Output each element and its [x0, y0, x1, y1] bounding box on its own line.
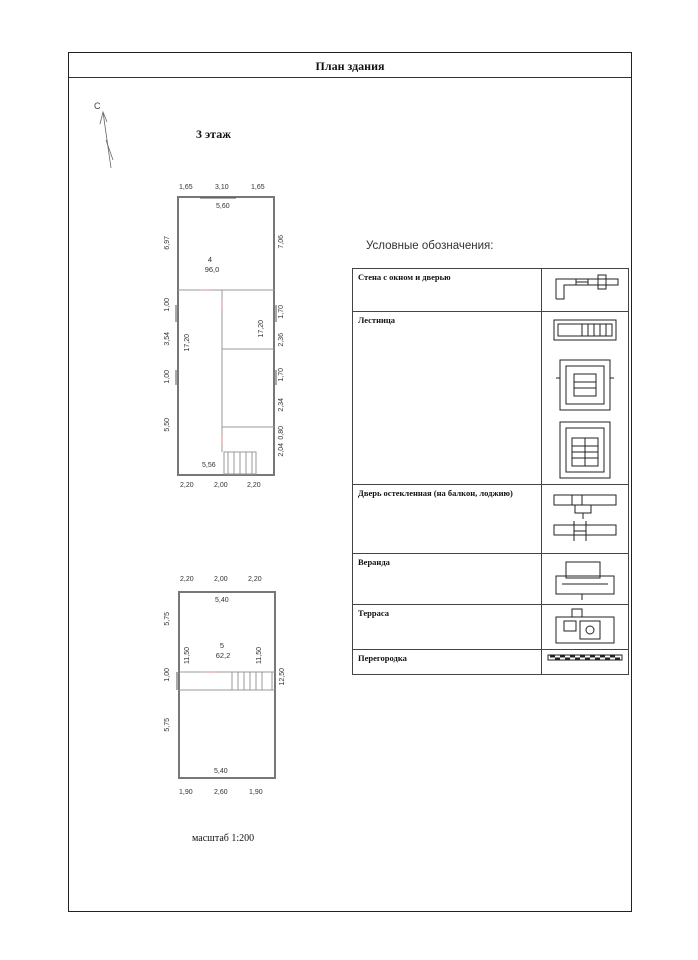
plan-top-dim-right-2: 1,70: [278, 305, 285, 319]
plan-top-room-number: 4: [207, 255, 213, 264]
legend-label: Стена с окном и дверью: [353, 269, 542, 312]
plan-top-dim-left-1: 6,97: [164, 236, 171, 250]
floor-title: 3 этаж: [196, 127, 231, 141]
glazed-door-icon: [542, 485, 629, 554]
plan-bottom-dim-top-2: 2,00: [214, 576, 228, 583]
plan-top-dim-top-3: 1,65: [251, 184, 265, 191]
plan-bottom-dim-right: 12,50: [279, 668, 286, 686]
plan-bottom-inner-top: 5,40: [215, 597, 229, 604]
plan-top-dim-right-6: 0,80: [278, 426, 285, 440]
plan-top-dim-right-3: 2,36: [278, 333, 285, 347]
plan-bottom-dim-left-1: 5,75: [164, 612, 171, 626]
plan-top-dim-right-1: 7,06: [278, 235, 285, 249]
plan-bottom-room-area: 62,2: [215, 651, 231, 660]
legend-label: Веранда: [353, 554, 542, 605]
plan-top-dim-right-4: 1,70: [278, 368, 285, 382]
veranda-icon: [542, 554, 629, 605]
plan-top-dim-bottom-3: 2,20: [247, 482, 261, 489]
plan-top-dim-right-5: 2,34: [278, 398, 285, 412]
legend-label: Дверь остекленная (на балкон, лоджию): [353, 485, 542, 554]
legend-label: Перегородка: [353, 650, 542, 675]
plan-top-dim-bottom-1: 2,20: [180, 482, 194, 489]
plan-bottom-dim-left-2: 1,00: [164, 668, 171, 682]
page-title: План здания: [69, 53, 631, 78]
plan-bottom-dim-top-3: 2,20: [248, 576, 262, 583]
wall-window-door-icon: [542, 269, 629, 312]
plan-bottom-room-number: 5: [219, 641, 225, 650]
plan-bottom-dim-bottom-3: 1,90: [249, 789, 263, 796]
legend-label: Лестница: [353, 312, 542, 485]
plan-bottom-inner-bottom: 5,40: [214, 768, 228, 775]
plan-bottom-right-inner: 11,50: [256, 647, 263, 664]
partition-icon: [542, 650, 629, 675]
plan-top-room-area: 96,0: [204, 265, 220, 274]
plan-top-inner-top: 5,60: [216, 203, 230, 210]
legend-row: [353, 554, 629, 605]
terrace-icon: [542, 605, 629, 650]
plan-top-dim-right-7: 2,04: [278, 443, 285, 457]
plan-top-dim-top-2: 3,10: [215, 184, 229, 191]
plan-top-dim-left-5: 5,50: [164, 418, 171, 432]
plan-top-dim-left-3: 3,54: [164, 332, 171, 346]
plan-bottom-dim-top-1: 2,20: [180, 576, 194, 583]
scale-label: масштаб 1:200: [192, 833, 255, 844]
legend-label: Терраса: [353, 605, 542, 650]
plan-bottom-dim-left-3: 5,75: [164, 718, 171, 732]
plan-top-dim-bottom-2: 2,00: [214, 482, 228, 489]
plan-bottom-walls: [179, 592, 275, 778]
plan-top-right-inner: 17,20: [258, 320, 265, 338]
north-arrow-icon: [100, 112, 113, 168]
legend-row: [353, 605, 629, 650]
legend-row: [353, 312, 629, 485]
legend-row: [353, 269, 629, 312]
plan-top-dim-left-4: 1,00: [164, 370, 171, 384]
plan-top-inner-bottom: 5,56: [202, 462, 216, 469]
plan-bottom-dim-bottom-1: 1,90: [179, 789, 193, 796]
legend-table: [352, 268, 629, 675]
plan-top-dim-top-1: 1,65: [179, 184, 193, 191]
stairs-icon: [542, 312, 629, 485]
legend-row: [353, 485, 629, 554]
legend-row: [353, 650, 629, 675]
plan-bottom-dim-bottom-2: 2,60: [214, 789, 228, 796]
compass-letter: С: [94, 101, 101, 111]
legend-title: Условные обозначения:: [366, 240, 494, 252]
plan-bottom-left-inner: 11,50: [184, 647, 191, 664]
plan-top-dim-left-2: 1,00: [164, 298, 171, 312]
plan-top-left-inner: 17,20: [184, 334, 191, 352]
